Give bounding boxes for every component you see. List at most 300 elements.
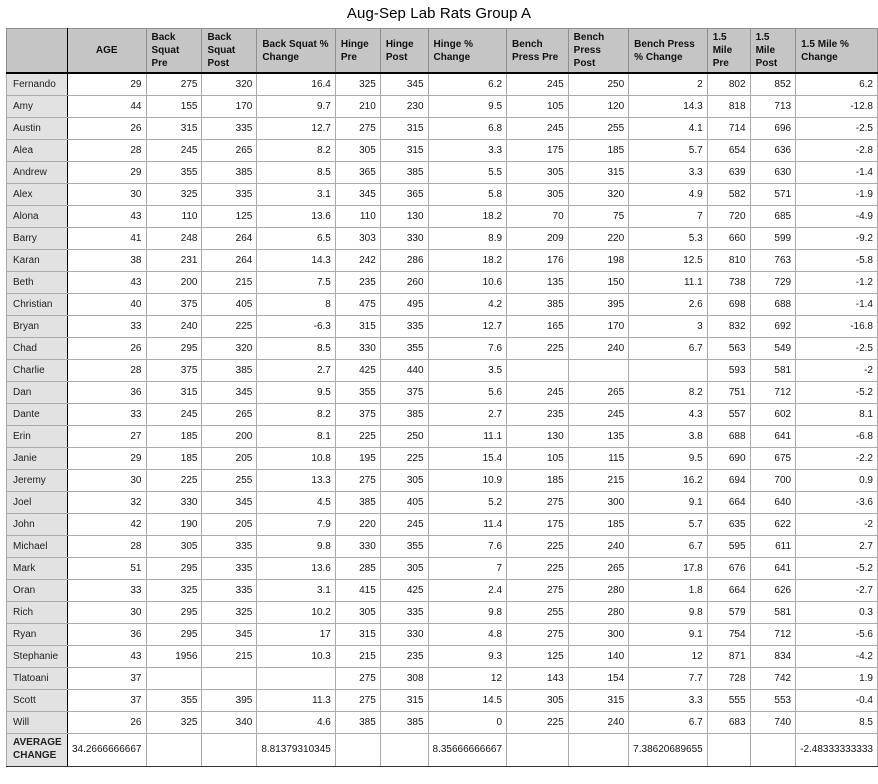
- cell-stephanie-bench-press-post[interactable]: 140: [568, 645, 629, 667]
- cell-amy-mile-pct-change[interactable]: -12.8: [796, 95, 878, 117]
- cell-mark-hinge-pre[interactable]: 285: [335, 557, 380, 579]
- row-label-chad[interactable]: Chad: [7, 337, 68, 359]
- cell-karan-bench-press-post[interactable]: 198: [568, 249, 629, 271]
- cell-jeremy-mile-post[interactable]: 700: [750, 469, 796, 491]
- cell-ryan-bench-press-post[interactable]: 300: [568, 623, 629, 645]
- cell-beth-back-squat-pre[interactable]: 200: [146, 271, 202, 293]
- cell-ryan-hinge-pre[interactable]: 315: [335, 623, 380, 645]
- cell-average-change-mile-pct-change[interactable]: -2.48333333333: [796, 733, 878, 766]
- cell-tlatoani-back-squat-pre[interactable]: [146, 667, 202, 689]
- cell-austin-hinge-post[interactable]: 315: [380, 117, 428, 139]
- cell-beth-back-squat-pct-change[interactable]: 7.5: [257, 271, 336, 293]
- cell-barry-mile-pct-change[interactable]: -9.2: [796, 227, 878, 249]
- cell-average-change-bench-press-pre[interactable]: [507, 733, 569, 766]
- row-label-dante[interactable]: Dante: [7, 403, 68, 425]
- cell-stephanie-bench-press-pct-change[interactable]: 12: [629, 645, 708, 667]
- cell-john-hinge-pre[interactable]: 220: [335, 513, 380, 535]
- cell-oran-bench-press-pre[interactable]: 275: [507, 579, 569, 601]
- cell-rich-hinge-pct-change[interactable]: 9.8: [428, 601, 507, 623]
- row-label-alea[interactable]: Alea: [7, 139, 68, 161]
- cell-will-back-squat-pre[interactable]: 325: [146, 711, 202, 733]
- row-label-will[interactable]: Will: [7, 711, 68, 733]
- cell-dan-bench-press-post[interactable]: 265: [568, 381, 629, 403]
- cell-alea-back-squat-post[interactable]: 265: [202, 139, 257, 161]
- cell-john-back-squat-pre[interactable]: 190: [146, 513, 202, 535]
- cell-scott-mile-post[interactable]: 553: [750, 689, 796, 711]
- cell-andrew-back-squat-pct-change[interactable]: 8.5: [257, 161, 336, 183]
- cell-bryan-age[interactable]: 33: [67, 315, 146, 337]
- cell-austin-age[interactable]: 26: [67, 117, 146, 139]
- row-label-karan[interactable]: Karan: [7, 249, 68, 271]
- cell-dante-back-squat-pct-change[interactable]: 8.2: [257, 403, 336, 425]
- cell-scott-hinge-pct-change[interactable]: 14.5: [428, 689, 507, 711]
- cell-mark-mile-pct-change[interactable]: -5.2: [796, 557, 878, 579]
- cell-amy-back-squat-pct-change[interactable]: 9.7: [257, 95, 336, 117]
- cell-austin-mile-pre[interactable]: 714: [707, 117, 750, 139]
- cell-andrew-hinge-post[interactable]: 385: [380, 161, 428, 183]
- cell-erin-back-squat-pre[interactable]: 185: [146, 425, 202, 447]
- cell-charlie-bench-press-post[interactable]: [568, 359, 629, 381]
- cell-erin-hinge-pct-change[interactable]: 11.1: [428, 425, 507, 447]
- cell-chad-back-squat-pct-change[interactable]: 8.5: [257, 337, 336, 359]
- cell-andrew-bench-press-pct-change[interactable]: 3.3: [629, 161, 708, 183]
- cell-bryan-mile-post[interactable]: 692: [750, 315, 796, 337]
- cell-mark-hinge-pct-change[interactable]: 7: [428, 557, 507, 579]
- row-label-andrew[interactable]: Andrew: [7, 161, 68, 183]
- cell-chad-mile-pre[interactable]: 563: [707, 337, 750, 359]
- cell-andrew-hinge-pct-change[interactable]: 5.5: [428, 161, 507, 183]
- cell-erin-bench-press-pct-change[interactable]: 3.8: [629, 425, 708, 447]
- row-label-amy[interactable]: Amy: [7, 95, 68, 117]
- cell-michael-back-squat-post[interactable]: 335: [202, 535, 257, 557]
- cell-will-hinge-pre[interactable]: 385: [335, 711, 380, 733]
- cell-dante-mile-pre[interactable]: 557: [707, 403, 750, 425]
- row-label-tlatoani[interactable]: Tlatoani: [7, 667, 68, 689]
- cell-tlatoani-mile-pct-change[interactable]: 1.9: [796, 667, 878, 689]
- cell-rich-age[interactable]: 30: [67, 601, 146, 623]
- cell-chad-back-squat-pre[interactable]: 295: [146, 337, 202, 359]
- cell-tlatoani-back-squat-post[interactable]: [202, 667, 257, 689]
- cell-scott-hinge-post[interactable]: 315: [380, 689, 428, 711]
- cell-alona-age[interactable]: 43: [67, 205, 146, 227]
- cell-stephanie-bench-press-pre[interactable]: 125: [507, 645, 569, 667]
- column-header-back-squat-pct-change[interactable]: Back Squat % Change: [257, 29, 336, 74]
- cell-michael-back-squat-pre[interactable]: 305: [146, 535, 202, 557]
- cell-tlatoani-age[interactable]: 37: [67, 667, 146, 689]
- cell-joel-hinge-pct-change[interactable]: 5.2: [428, 491, 507, 513]
- cell-alea-hinge-post[interactable]: 315: [380, 139, 428, 161]
- cell-rich-bench-press-pct-change[interactable]: 9.8: [629, 601, 708, 623]
- cell-beth-hinge-pre[interactable]: 235: [335, 271, 380, 293]
- cell-alona-back-squat-pre[interactable]: 110: [146, 205, 202, 227]
- cell-ryan-back-squat-pct-change[interactable]: 17: [257, 623, 336, 645]
- cell-alona-mile-pct-change[interactable]: -4.9: [796, 205, 878, 227]
- cell-alea-bench-press-pre[interactable]: 175: [507, 139, 569, 161]
- cell-beth-hinge-post[interactable]: 260: [380, 271, 428, 293]
- cell-janie-hinge-pre[interactable]: 195: [335, 447, 380, 469]
- cell-amy-age[interactable]: 44: [67, 95, 146, 117]
- cell-fernando-hinge-pre[interactable]: 325: [335, 73, 380, 95]
- column-header-back-squat-pre[interactable]: Back Squat Pre: [146, 29, 202, 74]
- cell-ryan-hinge-pct-change[interactable]: 4.8: [428, 623, 507, 645]
- cell-fernando-back-squat-pct-change[interactable]: 16.4: [257, 73, 336, 95]
- cell-average-change-hinge-pct-change[interactable]: 8.35666666667: [428, 733, 507, 766]
- cell-beth-bench-press-post[interactable]: 150: [568, 271, 629, 293]
- column-header-bench-press-post[interactable]: Bench Press Post: [568, 29, 629, 74]
- cell-andrew-age[interactable]: 29: [67, 161, 146, 183]
- cell-ryan-bench-press-pct-change[interactable]: 9.1: [629, 623, 708, 645]
- cell-bryan-back-squat-pre[interactable]: 240: [146, 315, 202, 337]
- cell-jeremy-bench-press-post[interactable]: 215: [568, 469, 629, 491]
- cell-average-change-bench-press-post[interactable]: [568, 733, 629, 766]
- cell-ryan-hinge-post[interactable]: 330: [380, 623, 428, 645]
- cell-janie-age[interactable]: 29: [67, 447, 146, 469]
- cell-scott-back-squat-post[interactable]: 395: [202, 689, 257, 711]
- cell-janie-bench-press-post[interactable]: 115: [568, 447, 629, 469]
- row-label-average-change[interactable]: AVERAGE CHANGE: [7, 733, 68, 766]
- cell-christian-bench-press-pre[interactable]: 385: [507, 293, 569, 315]
- cell-erin-mile-pre[interactable]: 688: [707, 425, 750, 447]
- cell-alona-back-squat-pct-change[interactable]: 13.6: [257, 205, 336, 227]
- cell-christian-bench-press-post[interactable]: 395: [568, 293, 629, 315]
- cell-rich-mile-pre[interactable]: 579: [707, 601, 750, 623]
- cell-alex-mile-pct-change[interactable]: -1.9: [796, 183, 878, 205]
- cell-john-age[interactable]: 42: [67, 513, 146, 535]
- column-header-mile-pre[interactable]: 1.5 Mile Pre: [707, 29, 750, 74]
- cell-chad-hinge-post[interactable]: 355: [380, 337, 428, 359]
- cell-scott-bench-press-pct-change[interactable]: 3.3: [629, 689, 708, 711]
- cell-andrew-bench-press-post[interactable]: 315: [568, 161, 629, 183]
- cell-alea-back-squat-pre[interactable]: 245: [146, 139, 202, 161]
- cell-chad-mile-pct-change[interactable]: -2.5: [796, 337, 878, 359]
- cell-john-back-squat-pct-change[interactable]: 7.9: [257, 513, 336, 535]
- cell-will-mile-post[interactable]: 740: [750, 711, 796, 733]
- cell-rich-mile-post[interactable]: 581: [750, 601, 796, 623]
- cell-chad-bench-press-post[interactable]: 240: [568, 337, 629, 359]
- cell-michael-bench-press-post[interactable]: 240: [568, 535, 629, 557]
- cell-alona-bench-press-post[interactable]: 75: [568, 205, 629, 227]
- cell-erin-back-squat-post[interactable]: 200: [202, 425, 257, 447]
- cell-mark-bench-press-pre[interactable]: 225: [507, 557, 569, 579]
- cell-chad-mile-post[interactable]: 549: [750, 337, 796, 359]
- cell-austin-back-squat-pre[interactable]: 315: [146, 117, 202, 139]
- cell-austin-hinge-pre[interactable]: 275: [335, 117, 380, 139]
- cell-tlatoani-mile-post[interactable]: 742: [750, 667, 796, 689]
- cell-dante-bench-press-pct-change[interactable]: 4.3: [629, 403, 708, 425]
- cell-will-back-squat-post[interactable]: 340: [202, 711, 257, 733]
- row-label-alona[interactable]: Alona: [7, 205, 68, 227]
- cell-average-change-hinge-pre[interactable]: [335, 733, 380, 766]
- cell-charlie-bench-press-pct-change[interactable]: [629, 359, 708, 381]
- cell-alona-mile-pre[interactable]: 720: [707, 205, 750, 227]
- cell-beth-mile-post[interactable]: 729: [750, 271, 796, 293]
- cell-erin-bench-press-post[interactable]: 135: [568, 425, 629, 447]
- cell-andrew-back-squat-pre[interactable]: 355: [146, 161, 202, 183]
- cell-barry-age[interactable]: 41: [67, 227, 146, 249]
- cell-alea-mile-pct-change[interactable]: -2.8: [796, 139, 878, 161]
- cell-beth-bench-press-pre[interactable]: 135: [507, 271, 569, 293]
- cell-erin-bench-press-pre[interactable]: 130: [507, 425, 569, 447]
- column-header-bench-press-pre[interactable]: Bench Press Pre: [507, 29, 569, 74]
- cell-tlatoani-hinge-pct-change[interactable]: 12: [428, 667, 507, 689]
- cell-beth-age[interactable]: 43: [67, 271, 146, 293]
- cell-stephanie-back-squat-post[interactable]: 215: [202, 645, 257, 667]
- cell-rich-back-squat-post[interactable]: 325: [202, 601, 257, 623]
- cell-michael-age[interactable]: 28: [67, 535, 146, 557]
- cell-bryan-bench-press-pct-change[interactable]: 3: [629, 315, 708, 337]
- cell-alea-bench-press-pct-change[interactable]: 5.7: [629, 139, 708, 161]
- cell-christian-back-squat-post[interactable]: 405: [202, 293, 257, 315]
- cell-stephanie-mile-post[interactable]: 834: [750, 645, 796, 667]
- cell-oran-mile-post[interactable]: 626: [750, 579, 796, 601]
- cell-charlie-hinge-pre[interactable]: 425: [335, 359, 380, 381]
- cell-dante-age[interactable]: 33: [67, 403, 146, 425]
- cell-average-change-age[interactable]: 34.2666666667: [67, 733, 146, 766]
- cell-janie-bench-press-pre[interactable]: 105: [507, 447, 569, 469]
- cell-will-hinge-post[interactable]: 385: [380, 711, 428, 733]
- cell-chad-back-squat-post[interactable]: 320: [202, 337, 257, 359]
- cell-beth-back-squat-post[interactable]: 215: [202, 271, 257, 293]
- cell-tlatoani-back-squat-pct-change[interactable]: [257, 667, 336, 689]
- cell-stephanie-hinge-post[interactable]: 235: [380, 645, 428, 667]
- cell-fernando-mile-pct-change[interactable]: 6.2: [796, 73, 878, 95]
- cell-alona-hinge-post[interactable]: 130: [380, 205, 428, 227]
- cell-ryan-mile-pct-change[interactable]: -5.6: [796, 623, 878, 645]
- cell-dan-mile-pct-change[interactable]: -5.2: [796, 381, 878, 403]
- cell-stephanie-age[interactable]: 43: [67, 645, 146, 667]
- column-header-hinge-pre[interactable]: Hinge Pre: [335, 29, 380, 74]
- cell-oran-hinge-post[interactable]: 425: [380, 579, 428, 601]
- cell-alex-hinge-pre[interactable]: 345: [335, 183, 380, 205]
- cell-tlatoani-bench-press-pre[interactable]: 143: [507, 667, 569, 689]
- cell-jeremy-hinge-pct-change[interactable]: 10.9: [428, 469, 507, 491]
- cell-ryan-back-squat-pre[interactable]: 295: [146, 623, 202, 645]
- cell-average-change-back-squat-pre[interactable]: [146, 733, 202, 766]
- cell-andrew-bench-press-pre[interactable]: 305: [507, 161, 569, 183]
- cell-austin-bench-press-pre[interactable]: 245: [507, 117, 569, 139]
- cell-alex-back-squat-pre[interactable]: 325: [146, 183, 202, 205]
- cell-michael-hinge-pre[interactable]: 330: [335, 535, 380, 557]
- cell-charlie-mile-pre[interactable]: 593: [707, 359, 750, 381]
- cell-scott-bench-press-post[interactable]: 315: [568, 689, 629, 711]
- cell-erin-hinge-post[interactable]: 250: [380, 425, 428, 447]
- cell-john-mile-pct-change[interactable]: -2: [796, 513, 878, 535]
- cell-karan-back-squat-pre[interactable]: 231: [146, 249, 202, 271]
- cell-erin-mile-post[interactable]: 641: [750, 425, 796, 447]
- cell-alex-age[interactable]: 30: [67, 183, 146, 205]
- cell-will-mile-pre[interactable]: 683: [707, 711, 750, 733]
- cell-chad-hinge-pct-change[interactable]: 7.6: [428, 337, 507, 359]
- cell-fernando-back-squat-pre[interactable]: 275: [146, 73, 202, 95]
- cell-karan-hinge-post[interactable]: 286: [380, 249, 428, 271]
- cell-christian-hinge-post[interactable]: 495: [380, 293, 428, 315]
- cell-austin-mile-post[interactable]: 696: [750, 117, 796, 139]
- cell-fernando-age[interactable]: 29: [67, 73, 146, 95]
- cell-janie-back-squat-pre[interactable]: 185: [146, 447, 202, 469]
- cell-christian-back-squat-pct-change[interactable]: 8: [257, 293, 336, 315]
- cell-tlatoani-bench-press-pct-change[interactable]: 7.7: [629, 667, 708, 689]
- cell-mark-mile-post[interactable]: 641: [750, 557, 796, 579]
- cell-alona-bench-press-pct-change[interactable]: 7: [629, 205, 708, 227]
- cell-dante-back-squat-pre[interactable]: 245: [146, 403, 202, 425]
- cell-alona-hinge-pre[interactable]: 110: [335, 205, 380, 227]
- cell-will-hinge-pct-change[interactable]: 0: [428, 711, 507, 733]
- cell-barry-bench-press-pre[interactable]: 209: [507, 227, 569, 249]
- cell-alex-bench-press-pre[interactable]: 305: [507, 183, 569, 205]
- cell-dan-mile-post[interactable]: 712: [750, 381, 796, 403]
- cell-charlie-hinge-pct-change[interactable]: 3.5: [428, 359, 507, 381]
- cell-michael-mile-pre[interactable]: 595: [707, 535, 750, 557]
- cell-joel-back-squat-pct-change[interactable]: 4.5: [257, 491, 336, 513]
- cell-rich-bench-press-pre[interactable]: 255: [507, 601, 569, 623]
- cell-karan-age[interactable]: 38: [67, 249, 146, 271]
- cell-tlatoani-hinge-pre[interactable]: 275: [335, 667, 380, 689]
- cell-austin-back-squat-post[interactable]: 335: [202, 117, 257, 139]
- cell-rich-mile-pct-change[interactable]: 0.3: [796, 601, 878, 623]
- cell-andrew-back-squat-post[interactable]: 385: [202, 161, 257, 183]
- cell-fernando-back-squat-post[interactable]: 320: [202, 73, 257, 95]
- cell-stephanie-back-squat-pre[interactable]: 1956: [146, 645, 202, 667]
- cell-barry-mile-pre[interactable]: 660: [707, 227, 750, 249]
- cell-jeremy-bench-press-pct-change[interactable]: 16.2: [629, 469, 708, 491]
- cell-karan-bench-press-pct-change[interactable]: 12.5: [629, 249, 708, 271]
- cell-mark-back-squat-post[interactable]: 335: [202, 557, 257, 579]
- cell-austin-mile-pct-change[interactable]: -2.5: [796, 117, 878, 139]
- cell-dan-hinge-post[interactable]: 375: [380, 381, 428, 403]
- row-label-scott[interactable]: Scott: [7, 689, 68, 711]
- cell-erin-hinge-pre[interactable]: 225: [335, 425, 380, 447]
- cell-christian-mile-post[interactable]: 688: [750, 293, 796, 315]
- cell-karan-mile-pre[interactable]: 810: [707, 249, 750, 271]
- cell-andrew-mile-pre[interactable]: 639: [707, 161, 750, 183]
- cell-joel-hinge-pre[interactable]: 385: [335, 491, 380, 513]
- cell-alona-back-squat-post[interactable]: 125: [202, 205, 257, 227]
- cell-christian-back-squat-pre[interactable]: 375: [146, 293, 202, 315]
- row-label-michael[interactable]: Michael: [7, 535, 68, 557]
- cell-beth-mile-pre[interactable]: 738: [707, 271, 750, 293]
- cell-barry-back-squat-pre[interactable]: 248: [146, 227, 202, 249]
- cell-amy-hinge-post[interactable]: 230: [380, 95, 428, 117]
- cell-alona-mile-post[interactable]: 685: [750, 205, 796, 227]
- cell-bryan-back-squat-post[interactable]: 225: [202, 315, 257, 337]
- row-label-jeremy[interactable]: Jeremy: [7, 469, 68, 491]
- cell-fernando-mile-post[interactable]: 852: [750, 73, 796, 95]
- column-header-mile-post[interactable]: 1.5 Mile Post: [750, 29, 796, 74]
- cell-jeremy-age[interactable]: 30: [67, 469, 146, 491]
- cell-alex-hinge-post[interactable]: 365: [380, 183, 428, 205]
- cell-joel-hinge-post[interactable]: 405: [380, 491, 428, 513]
- cell-michael-bench-press-pct-change[interactable]: 6.7: [629, 535, 708, 557]
- row-label-rich[interactable]: Rich: [7, 601, 68, 623]
- cell-christian-mile-pre[interactable]: 698: [707, 293, 750, 315]
- cell-amy-bench-press-pre[interactable]: 105: [507, 95, 569, 117]
- cell-christian-age[interactable]: 40: [67, 293, 146, 315]
- cell-michael-hinge-pct-change[interactable]: 7.6: [428, 535, 507, 557]
- cell-dante-hinge-post[interactable]: 385: [380, 403, 428, 425]
- cell-charlie-mile-post[interactable]: 581: [750, 359, 796, 381]
- cell-alex-bench-press-pct-change[interactable]: 4.9: [629, 183, 708, 205]
- row-label-beth[interactable]: Beth: [7, 271, 68, 293]
- cell-mark-back-squat-pre[interactable]: 295: [146, 557, 202, 579]
- row-label-alex[interactable]: Alex: [7, 183, 68, 205]
- cell-scott-age[interactable]: 37: [67, 689, 146, 711]
- cell-chad-hinge-pre[interactable]: 330: [335, 337, 380, 359]
- cell-dan-back-squat-pre[interactable]: 315: [146, 381, 202, 403]
- cell-christian-hinge-pre[interactable]: 475: [335, 293, 380, 315]
- cell-will-age[interactable]: 26: [67, 711, 146, 733]
- cell-karan-back-squat-pct-change[interactable]: 14.3: [257, 249, 336, 271]
- cell-charlie-back-squat-post[interactable]: 385: [202, 359, 257, 381]
- cell-barry-back-squat-post[interactable]: 264: [202, 227, 257, 249]
- cell-amy-bench-press-post[interactable]: 120: [568, 95, 629, 117]
- cell-scott-mile-pre[interactable]: 555: [707, 689, 750, 711]
- cell-karan-hinge-pre[interactable]: 242: [335, 249, 380, 271]
- cell-michael-hinge-post[interactable]: 355: [380, 535, 428, 557]
- cell-barry-bench-press-pct-change[interactable]: 5.3: [629, 227, 708, 249]
- cell-fernando-hinge-pct-change[interactable]: 6.2: [428, 73, 507, 95]
- column-header-bench-press-pct-change[interactable]: Bench Press % Change: [629, 29, 708, 74]
- cell-dante-mile-post[interactable]: 602: [750, 403, 796, 425]
- cell-joel-mile-post[interactable]: 640: [750, 491, 796, 513]
- cell-mark-back-squat-pct-change[interactable]: 13.6: [257, 557, 336, 579]
- cell-jeremy-back-squat-pct-change[interactable]: 13.3: [257, 469, 336, 491]
- cell-scott-bench-press-pre[interactable]: 305: [507, 689, 569, 711]
- cell-christian-mile-pct-change[interactable]: -1.4: [796, 293, 878, 315]
- cell-amy-hinge-pre[interactable]: 210: [335, 95, 380, 117]
- cell-rich-hinge-pre[interactable]: 305: [335, 601, 380, 623]
- cell-joel-back-squat-pre[interactable]: 330: [146, 491, 202, 513]
- row-label-charlie[interactable]: Charlie: [7, 359, 68, 381]
- cell-joel-mile-pre[interactable]: 664: [707, 491, 750, 513]
- cell-scott-mile-pct-change[interactable]: -0.4: [796, 689, 878, 711]
- column-header-age[interactable]: AGE: [67, 29, 146, 74]
- cell-dante-back-squat-post[interactable]: 265: [202, 403, 257, 425]
- cell-ryan-age[interactable]: 36: [67, 623, 146, 645]
- cell-bryan-bench-press-post[interactable]: 170: [568, 315, 629, 337]
- cell-rich-back-squat-pct-change[interactable]: 10.2: [257, 601, 336, 623]
- cell-stephanie-hinge-pre[interactable]: 215: [335, 645, 380, 667]
- row-label-mark[interactable]: Mark: [7, 557, 68, 579]
- cell-dante-hinge-pre[interactable]: 375: [335, 403, 380, 425]
- cell-stephanie-hinge-pct-change[interactable]: 9.3: [428, 645, 507, 667]
- cell-amy-mile-pre[interactable]: 818: [707, 95, 750, 117]
- cell-alex-mile-pre[interactable]: 582: [707, 183, 750, 205]
- cell-austin-bench-press-pct-change[interactable]: 4.1: [629, 117, 708, 139]
- cell-janie-back-squat-pct-change[interactable]: 10.8: [257, 447, 336, 469]
- cell-alea-hinge-pct-change[interactable]: 3.3: [428, 139, 507, 161]
- cell-alex-hinge-pct-change[interactable]: 5.8: [428, 183, 507, 205]
- cell-alex-back-squat-post[interactable]: 335: [202, 183, 257, 205]
- cell-dan-back-squat-post[interactable]: 345: [202, 381, 257, 403]
- cell-michael-mile-post[interactable]: 611: [750, 535, 796, 557]
- cell-mark-mile-pre[interactable]: 676: [707, 557, 750, 579]
- cell-dante-hinge-pct-change[interactable]: 2.7: [428, 403, 507, 425]
- cell-dante-bench-press-post[interactable]: 245: [568, 403, 629, 425]
- cell-ryan-mile-pre[interactable]: 754: [707, 623, 750, 645]
- cell-janie-mile-post[interactable]: 675: [750, 447, 796, 469]
- row-label-john[interactable]: John: [7, 513, 68, 535]
- cell-janie-mile-pct-change[interactable]: -2.2: [796, 447, 878, 469]
- cell-amy-mile-post[interactable]: 713: [750, 95, 796, 117]
- cell-mark-bench-press-pct-change[interactable]: 17.8: [629, 557, 708, 579]
- cell-bryan-mile-pre[interactable]: 832: [707, 315, 750, 337]
- cell-scott-hinge-pre[interactable]: 275: [335, 689, 380, 711]
- cell-michael-bench-press-pre[interactable]: 225: [507, 535, 569, 557]
- cell-karan-bench-press-pre[interactable]: 176: [507, 249, 569, 271]
- cell-beth-mile-pct-change[interactable]: -1.2: [796, 271, 878, 293]
- cell-average-change-hinge-post[interactable]: [380, 733, 428, 766]
- cell-joel-age[interactable]: 32: [67, 491, 146, 513]
